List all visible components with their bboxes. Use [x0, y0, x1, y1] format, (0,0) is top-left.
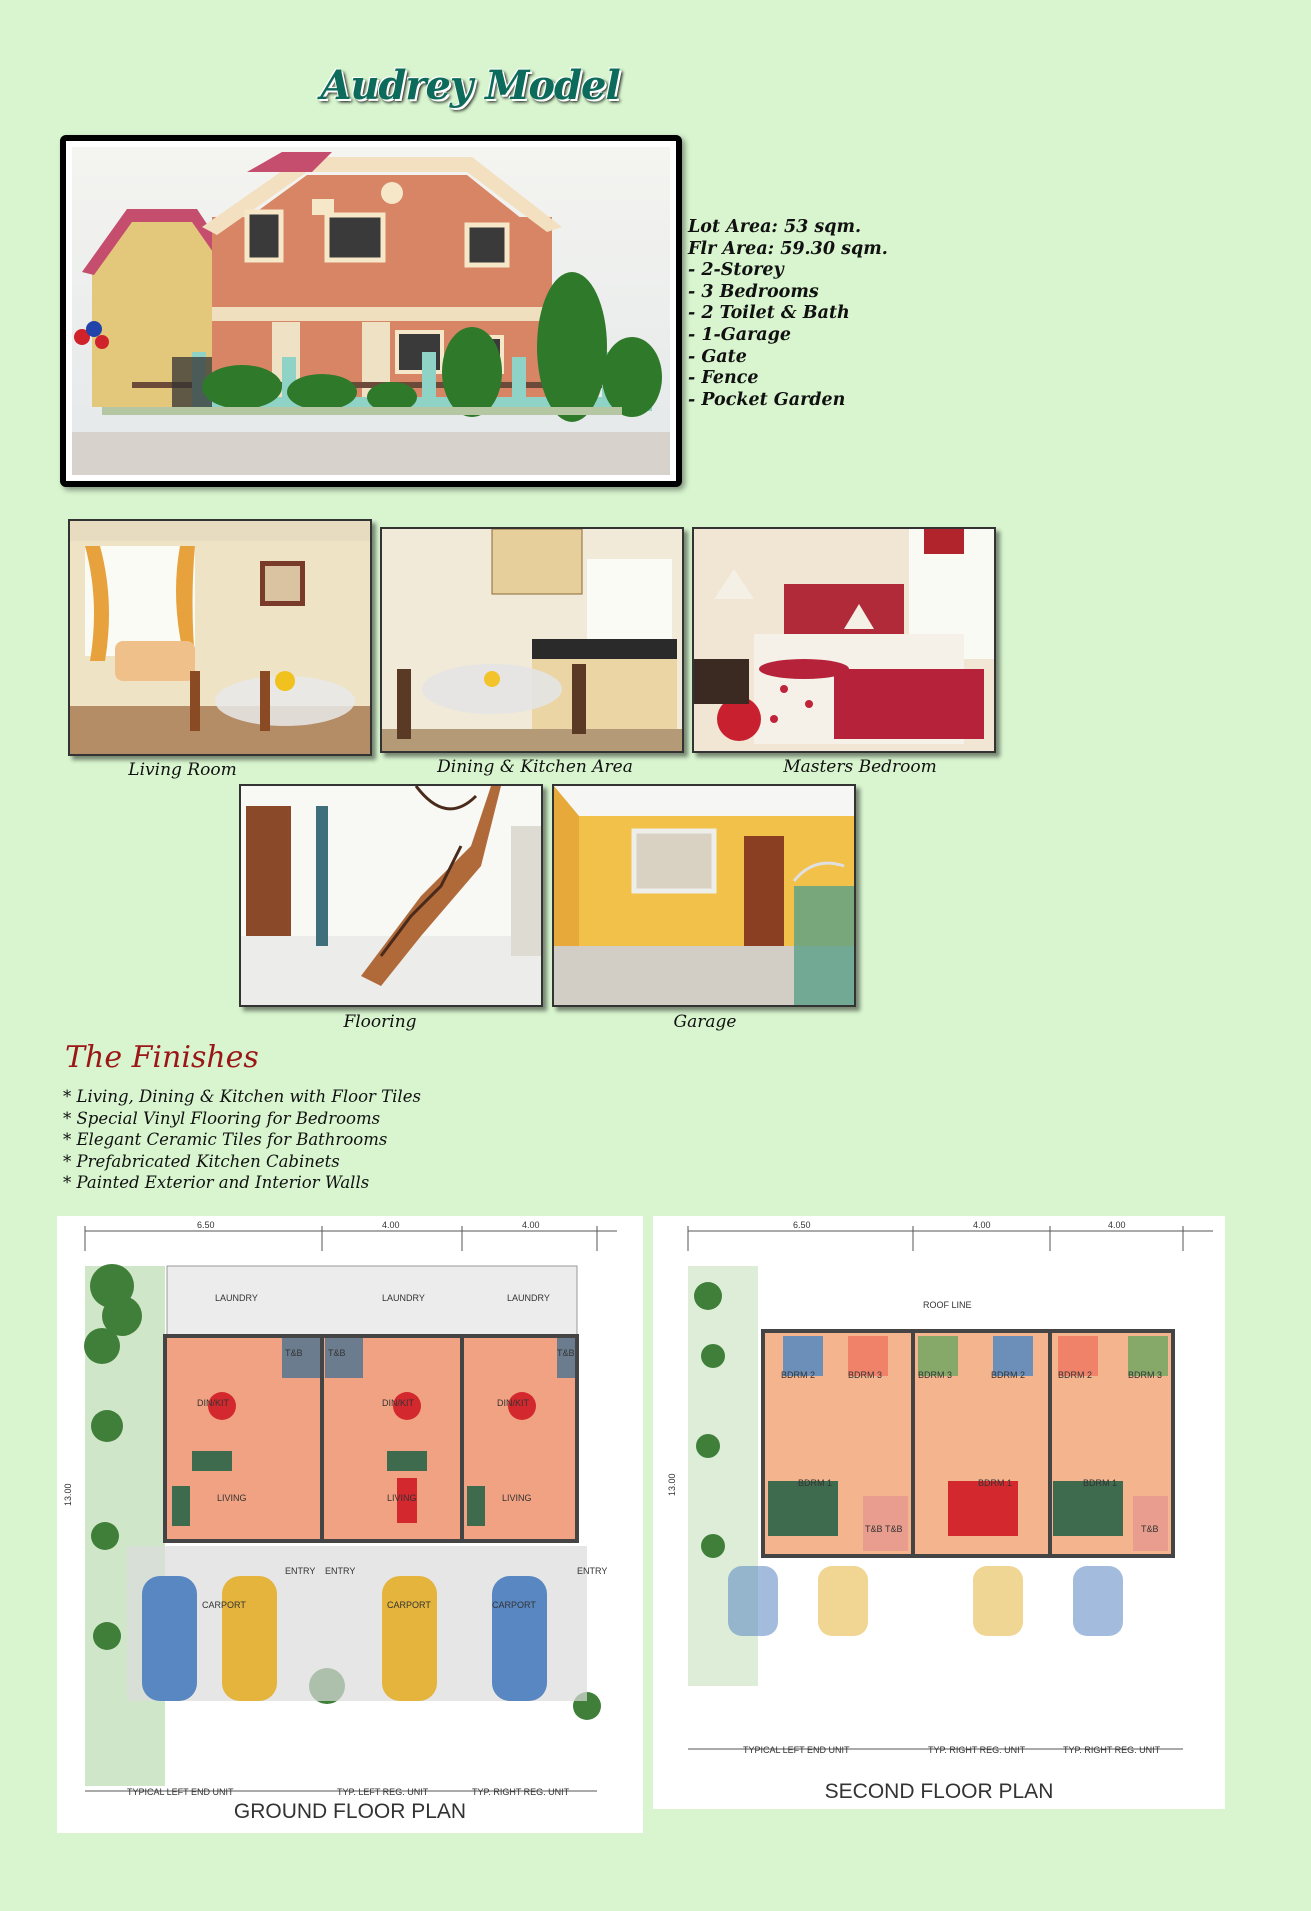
dining-kitchen-photo: [380, 527, 684, 753]
spec-fence: - Fence: [688, 368, 759, 389]
unit-label-2: TYP. RIGHT REG. UNIT: [928, 1745, 1026, 1755]
bdrm1-label-3: BDRM 1: [1083, 1478, 1118, 1488]
spec-storey: - 2-Storey: [688, 260, 784, 281]
carport-label-1: CARPORT: [202, 1600, 246, 1610]
tb-label-3: T&B: [1141, 1524, 1159, 1534]
dim-1: 6.50: [793, 1220, 811, 1230]
carport-label-2: CARPORT: [387, 1600, 431, 1610]
dim-1: 6.50: [197, 1220, 215, 1230]
unit-label-3: TYP. RIGHT REG. UNIT: [1063, 1745, 1161, 1755]
living-label-3: LIVING: [502, 1493, 532, 1503]
property-specs: [688, 217, 888, 411]
bdrm1-label-2: BDRM 1: [978, 1478, 1013, 1488]
tb-label-3: T&B: [557, 1348, 575, 1358]
dinkit-label-2: DIN/KIT: [382, 1398, 415, 1408]
laundry-label-3: LAUNDRY: [507, 1293, 550, 1303]
unit-label-3: TYP. RIGHT REG. UNIT: [472, 1787, 570, 1797]
flooring-caption: Flooring: [343, 1012, 417, 1032]
dim-3: 4.00: [522, 1220, 540, 1230]
dining-kitchen-caption: Dining & Kitchen Area: [437, 757, 633, 777]
side-dim: 13.00: [667, 1473, 677, 1496]
master-bedroom-caption: Masters Bedroom: [783, 757, 937, 777]
garage-photo: [552, 784, 856, 1007]
spec-gate: - Gate: [688, 346, 747, 367]
bdrm2-label-3: BDRM 2: [1058, 1370, 1093, 1380]
spec-bedrooms: - 3 Bedrooms: [688, 281, 819, 302]
garage-caption: Garage: [673, 1012, 737, 1032]
bdrm3-label-1: BDRM 3: [848, 1370, 883, 1380]
living-room-photo: [68, 519, 372, 756]
dinkit-label-1: DIN/KIT: [197, 1398, 230, 1408]
bdrm3-label-2: BDRM 3: [918, 1370, 953, 1380]
living-label-1: LIVING: [217, 1493, 247, 1503]
finishes-title: The Finishes: [65, 1040, 259, 1075]
dim-2: 4.00: [382, 1220, 400, 1230]
roofline-label: ROOF LINE: [923, 1300, 972, 1310]
laundry-label-2: LAUNDRY: [382, 1293, 425, 1303]
second-floor-plan: [653, 1216, 1225, 1809]
living-label-2: LIVING: [387, 1493, 417, 1503]
side-dim: 13.00: [63, 1483, 73, 1506]
bdrm2-label-2: BDRM 2: [991, 1370, 1026, 1380]
laundry-label-1: LAUNDRY: [215, 1293, 258, 1303]
spec-pocket-garden: - Pocket Garden: [688, 389, 846, 410]
tb-label-1: T&B: [865, 1524, 883, 1534]
ground-floor-plan-label: GROUND FLOOR PLAN: [233, 1800, 467, 1823]
flooring-photo: [239, 784, 543, 1007]
bdrm3-label-3: BDRM 3: [1128, 1370, 1163, 1380]
living-room-caption: Living Room: [128, 760, 237, 780]
finishes-list: [63, 1086, 421, 1194]
second-floor-plan-label: SECOND FLOOR PLAN: [824, 1780, 1054, 1803]
finish-item: * Elegant Ceramic Tiles for Bathrooms: [63, 1130, 388, 1150]
page-title: Audrey Model: [320, 62, 620, 109]
bdrm1-label-1: BDRM 1: [798, 1478, 833, 1488]
finish-item: * Prefabricated Kitchen Cabinets: [63, 1151, 340, 1171]
spec-garage: - 1-Garage: [688, 324, 792, 345]
dim-2: 4.00: [973, 1220, 991, 1230]
entry-label-1: ENTRY: [285, 1566, 316, 1576]
ground-floor-plan: [57, 1216, 643, 1833]
carport-label-3: CARPORT: [492, 1600, 536, 1610]
entry-label-3: ENTRY: [577, 1566, 608, 1576]
unit-label-1: TYPICAL LEFT END UNIT: [127, 1787, 234, 1797]
finish-item: * Painted Exterior and Interior Walls: [63, 1173, 370, 1193]
tb-label-2: T&B: [885, 1524, 903, 1534]
finish-item: * Living, Dining & Kitchen with Floor Tiles: [63, 1087, 421, 1106]
spec-lot-area: Lot Area: 53 sqm.: [688, 217, 862, 237]
tb-label-1: T&B: [285, 1348, 303, 1358]
spec-toilet-bath: - 2 Toilet & Bath: [688, 303, 850, 324]
tb-label-2: T&B: [328, 1348, 346, 1358]
hero-house-photo: [60, 135, 682, 487]
spec-floor-area: Flr Area: 59.30 sqm.: [688, 238, 888, 259]
master-bedroom-photo: [692, 527, 996, 753]
bdrm2-label-1: BDRM 2: [781, 1370, 816, 1380]
dinkit-label-3: DIN/KIT: [497, 1398, 530, 1408]
unit-label-1: TYPICAL LEFT END UNIT: [743, 1745, 850, 1755]
unit-label-2: TYP. LEFT REG. UNIT: [337, 1787, 429, 1797]
dim-3: 4.00: [1108, 1220, 1126, 1230]
entry-label-2: ENTRY: [325, 1566, 356, 1576]
finish-item: * Special Vinyl Flooring for Bedrooms: [63, 1108, 381, 1128]
